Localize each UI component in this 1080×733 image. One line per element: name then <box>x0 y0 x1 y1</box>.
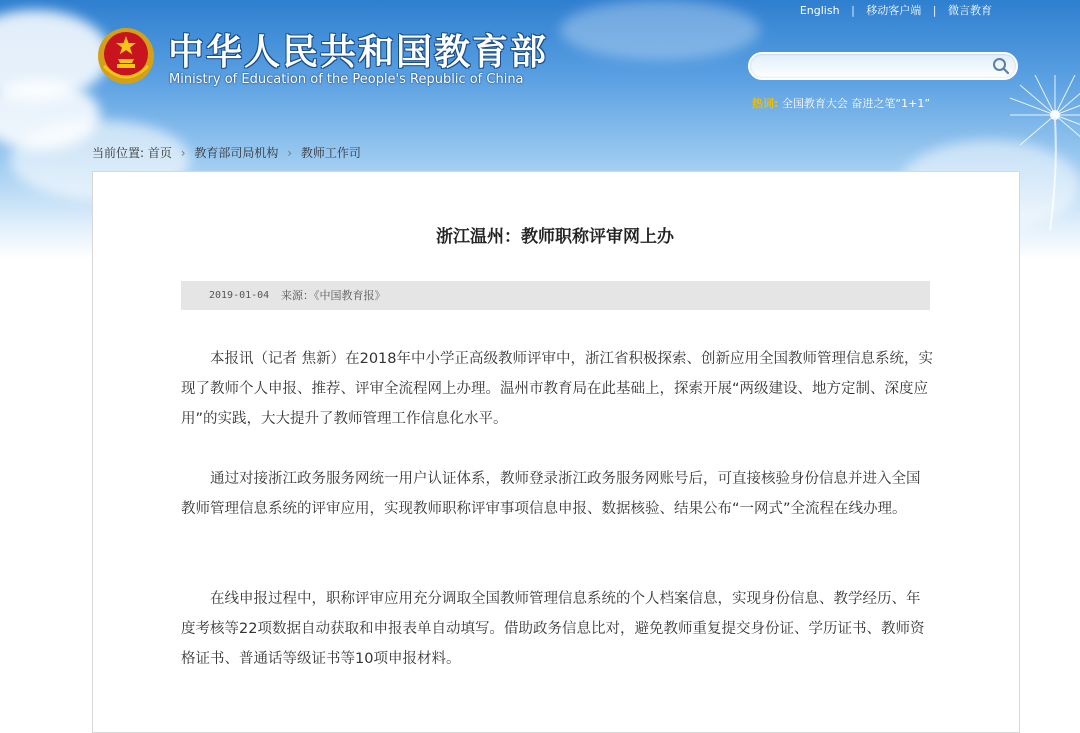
english-link[interactable]: English <box>799 4 840 17</box>
hot-words-label: 热词: <box>752 97 779 110</box>
weiyan-link[interactable]: 微言教育 <box>948 4 992 17</box>
mobile-client-link[interactable]: 移动客户端 <box>866 4 922 17</box>
search-box <box>748 52 1018 80</box>
breadcrumb-prefix: 当前位置: <box>92 146 145 160</box>
chevron-right-icon: › <box>287 146 293 160</box>
divider: | <box>851 4 855 17</box>
breadcrumb-departments[interactable]: 教育部司局机构 <box>194 146 279 160</box>
breadcrumb-teacher-dept[interactable]: 教师工作司 <box>300 146 361 160</box>
chevron-right-icon: › <box>180 146 186 160</box>
article-paragraph: 在线申报过程中，职称评审应用充分调取全国教师管理信息系统的个人档案信息，实现身份信息、教学经历、年度考核等22项数据自动获取和申报表单自动填写。借助政务信息比对，避免教师重复提交身份证、学历证书、教师资格证书、普通话等级证书等10项申报材料。 <box>181 591 925 667</box>
article-meta-bar <box>181 281 930 310</box>
breadcrumb-home[interactable]: 首页 <box>147 146 172 160</box>
article-date: 2019-01-04 <box>209 290 270 301</box>
cloud-decoration <box>560 0 760 60</box>
hot-word-link[interactable]: 奋进之笔“1+1” <box>851 97 931 110</box>
top-links <box>796 2 996 18</box>
article-title: 浙江温州：教师职称评审网上办 <box>436 227 674 247</box>
site-title-cn[interactable]: 中华人民共和国教育部 <box>168 32 549 73</box>
national-emblem-icon[interactable] <box>96 26 156 86</box>
article-paragraph: 通过对接浙江政务服务网统一用户认证体系，教师登录浙江政务服务网账号后，可直接核验身份信息并进入全国教师管理信息系统的评审应用，实现教师职称评审事项信息申报、数据核验、结果公布“一网式”全流程在线办理。 <box>181 471 921 517</box>
article-paragraph: 本报讯（记者 焦新）在2018年中小学正高级教师评审中，浙江省积极探索、创新应用全国教师管理信息系统，实现了教师个人申报、推荐、评审全流程网上办理。温州市教育局在此基础上，探索开展“两级建设、地方定制、深度应用”的实践，大大提升了教师管理工作信息化水平。 <box>181 351 934 427</box>
hot-word-link[interactable]: 全国教育大会 <box>781 97 848 110</box>
divider: | <box>932 4 937 17</box>
hot-words <box>752 95 930 111</box>
breadcrumb <box>92 144 361 161</box>
site-title-en: Ministry of Education of the People's Republic of China <box>169 72 524 87</box>
search-input[interactable] <box>750 54 1004 78</box>
article-source: 来源：《中国教育报》 <box>281 289 386 302</box>
